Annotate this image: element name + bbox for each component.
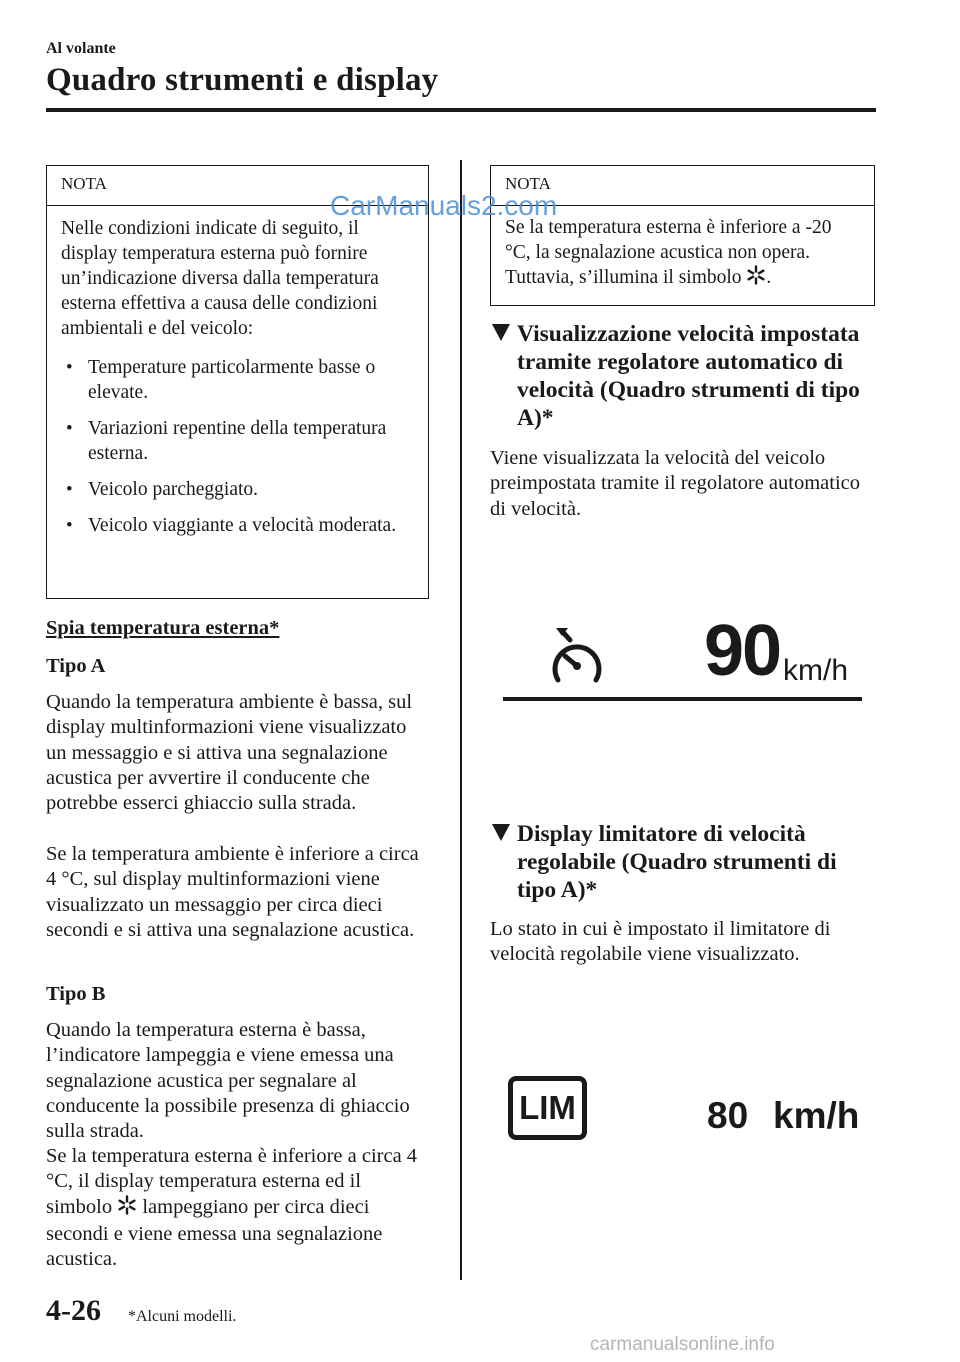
note-text: Se la temperatura esterna è inferiore a -20 °C, la segnalazione acustica non opera. Tuttavia, s’illumina il simbolo — [505, 217, 832, 288]
tipo-b-text-2a: Se la temperatura esterna è inferiore a circa 4 °C, il display temperatura esterna ed il simbolo — [46, 1145, 418, 1218]
limiter-heading-text: Display limitatore di velocità regolabile (Quadro strumenti di tipo A)* — [517, 821, 837, 903]
page-number: 4-26 — [46, 1294, 101, 1327]
note-body — [47, 206, 428, 557]
limiter-speed-unit: km/h — [773, 1095, 860, 1136]
cruise-display — [500, 611, 865, 705]
watermark: CarManuals2.com — [330, 190, 558, 221]
footnote: *Alcuni modelli. — [128, 1308, 237, 1325]
display-underline — [503, 697, 862, 701]
column-divider — [460, 160, 462, 1280]
snowflake-icon — [746, 265, 766, 292]
tipo-b-label: Tipo B — [46, 983, 106, 1005]
page-title: Quadro strumenti e display — [46, 62, 439, 98]
limiter-heading — [492, 820, 872, 904]
limiter-speed-value: 80 — [707, 1095, 749, 1136]
tipo-b-text-2b: lampeggiano per circa dieci secondi e viene emessa una segnalazione acustica. — [46, 1195, 383, 1271]
cruise-speedometer-icon — [548, 626, 606, 695]
note-head: NOTA — [47, 166, 428, 206]
list-item: • Veicolo viaggiante a velocità moderata. — [61, 513, 414, 538]
cruise-text: Viene visualizzata la velocità del veicolo preimpostata tramite il regolatore automatico di velocità. — [490, 447, 861, 520]
tipo-a-text-1: Quando la temperatura ambiente è bassa, sul display multinformazioni viene visualizzato un messaggio e si attiva una segnalazione acustica per avvertire il conducente che potrebbe esserci ghiaccio sulla strada. — [46, 691, 413, 815]
triangle-bullet-icon — [492, 324, 510, 341]
list-item: • Veicolo parcheggiato. — [61, 477, 414, 502]
note-list — [61, 355, 414, 538]
snowflake-icon — [117, 1195, 137, 1222]
cruise-speed-value: 90 — [704, 611, 781, 691]
note-box-left — [46, 165, 429, 599]
cruise-heading-text: Visualizzazione velocità impostata tramite regolatore automatico di velocità (Quadro strumenti di tipo A)* — [517, 321, 860, 431]
tipo-a-label: Tipo A — [46, 655, 106, 677]
limiter-text: Lo stato in cui è impostato il limitatore di velocità regolabile viene visualizzato. — [490, 918, 831, 966]
note-box-right — [490, 165, 875, 306]
list-item: • Temperature particolarmente basse o elevate. — [61, 355, 414, 405]
section-label: Al volante — [46, 40, 116, 57]
note-intro: Nelle condizioni indicate di seguito, il display temperatura esterna può fornire un’indicazione diversa dalla temperatura esterna effettiva a causa delle condizioni ambientali e del veicolo: — [61, 218, 379, 339]
cruise-speed-unit: km/h — [783, 654, 849, 687]
list-item: • Variazioni repentine della temperatura esterna. — [61, 416, 414, 466]
tipo-a-text-2: Se la temperatura ambiente è inferiore a circa 4 °C, sul display multinformazioni viene visualizzato un messaggio per circa dieci secondi e si attiva una segnalazione acustica. — [46, 843, 419, 941]
limiter-display — [505, 1075, 865, 1147]
lim-badge-text: LIM — [519, 1089, 576, 1126]
tipo-b-text-2 — [46, 1144, 430, 1272]
lim-badge — [508, 1076, 587, 1140]
tipo-b-text-1: Quando la temperatura esterna è bassa, l’indicatore lampeggia e viene emessa una segnalazione acustica per segnalare al conducente la possibile presenza di ghiaccio sulla strada. — [46, 1019, 410, 1143]
footer-site-watermark: carmanualsonline.info — [590, 1334, 775, 1355]
cruise-heading — [492, 320, 872, 432]
note-head: NOTA — [491, 166, 874, 206]
triangle-bullet-icon — [492, 824, 510, 841]
spia-heading: Spia temperatura esterna* — [46, 617, 280, 639]
title-rule — [46, 108, 876, 112]
note-text-end: . — [766, 267, 772, 288]
